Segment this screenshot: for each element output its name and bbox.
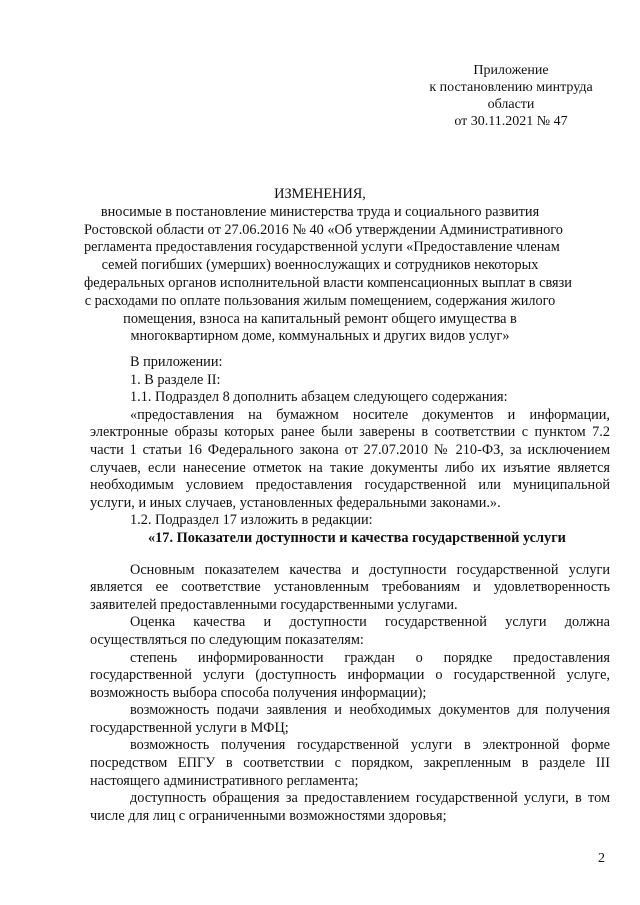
body-item-1: 1. В разделе II:: [130, 371, 221, 388]
section-title: «17. Показатели доступности и качества государственной услуги: [148, 529, 566, 546]
body-item-1-2: 1.2. Подраздел 17 изложить в редакции:: [130, 512, 373, 529]
heading-line: с расходами по оплате пользования жилым помещением, содержания жилого: [84, 292, 556, 309]
body-paragraph: степень информированности граждан о порядке предоставления государственной услуги (доступность информации о государственной услуге, возможность выбора способа получения информации);: [90, 649, 610, 701]
appendix-line: от 30.11.2021 № 47: [454, 114, 568, 129]
body-paragraph: доступность обращения за предоставлением государственной услуги, в том числе для лиц с ограниченными возможностями здоровья;: [90, 790, 610, 824]
body-item-1-1: 1.1. Подраздел 8 дополнить абзацем следующего содержания:: [130, 389, 508, 406]
appendix-line: Приложение: [473, 63, 549, 78]
appendix-line: к постановлению минтруда: [429, 80, 593, 95]
body-intro: В приложении:: [130, 354, 223, 370]
heading-line: Ростовской области от 27.06.2016 № 40 «Об утверждении Административного: [84, 221, 563, 238]
body-paragraph: Оценка качества и доступности государственной услуги должна осуществляться по следующим показателям:: [90, 614, 610, 648]
heading-line: федеральных органов исполнительной власти компенсационных выплат в связи: [84, 274, 572, 291]
heading-line: многоквартирном доме, коммунальных и других видов услуг»: [130, 328, 510, 345]
document-body: [90, 354, 610, 825]
heading-line: семей погибших (умерших) военнослужащих и сотрудников некоторых: [101, 257, 539, 274]
appendix-block: [400, 62, 622, 130]
body-paragraph: Основным показателем качества и доступности государственной услуги является ее соответствие установленным требованиям и удовлетворенность заявителей предоставленными государственными услугами.: [90, 561, 610, 613]
heading-line: вносимые в постановление министерства труда и социального развития: [100, 203, 540, 220]
page-number: 2: [598, 851, 605, 866]
heading-line: регламента предоставления государственной услуги «Предоставление членам: [84, 239, 560, 256]
body-paragraph: возможность получения государственной услуги в электронной форме посредством ЕПГУ в соответствии с порядком, закрепленным в разделе III настоящего административного регламента;: [90, 737, 610, 789]
body-quote: «предоставления на бумажном носителе документов и информации, электронные образы которых ранее были заверены в соответствии с пунктом 7.2 части 1 статьи 16 Федерального закона от 27.07.2010 № 210-ФЗ, за исключением случаев, если нанесение отметок на такие документы либо их изъятие является необходимым условием предоставления государственной или муниципальной услуги, и иных случаев, установленных федеральными законами.».: [90, 406, 610, 511]
body-paragraph: возможность подачи заявления и необходимых документов для получения государственной услуги в МФЦ;: [90, 702, 610, 736]
document-heading: [84, 186, 572, 346]
heading-title: ИЗМЕНЕНИЯ,: [274, 186, 366, 202]
heading-line: помещения, взноса на капитальный ремонт общего имущества в: [123, 310, 517, 327]
appendix-line: области: [487, 97, 535, 112]
